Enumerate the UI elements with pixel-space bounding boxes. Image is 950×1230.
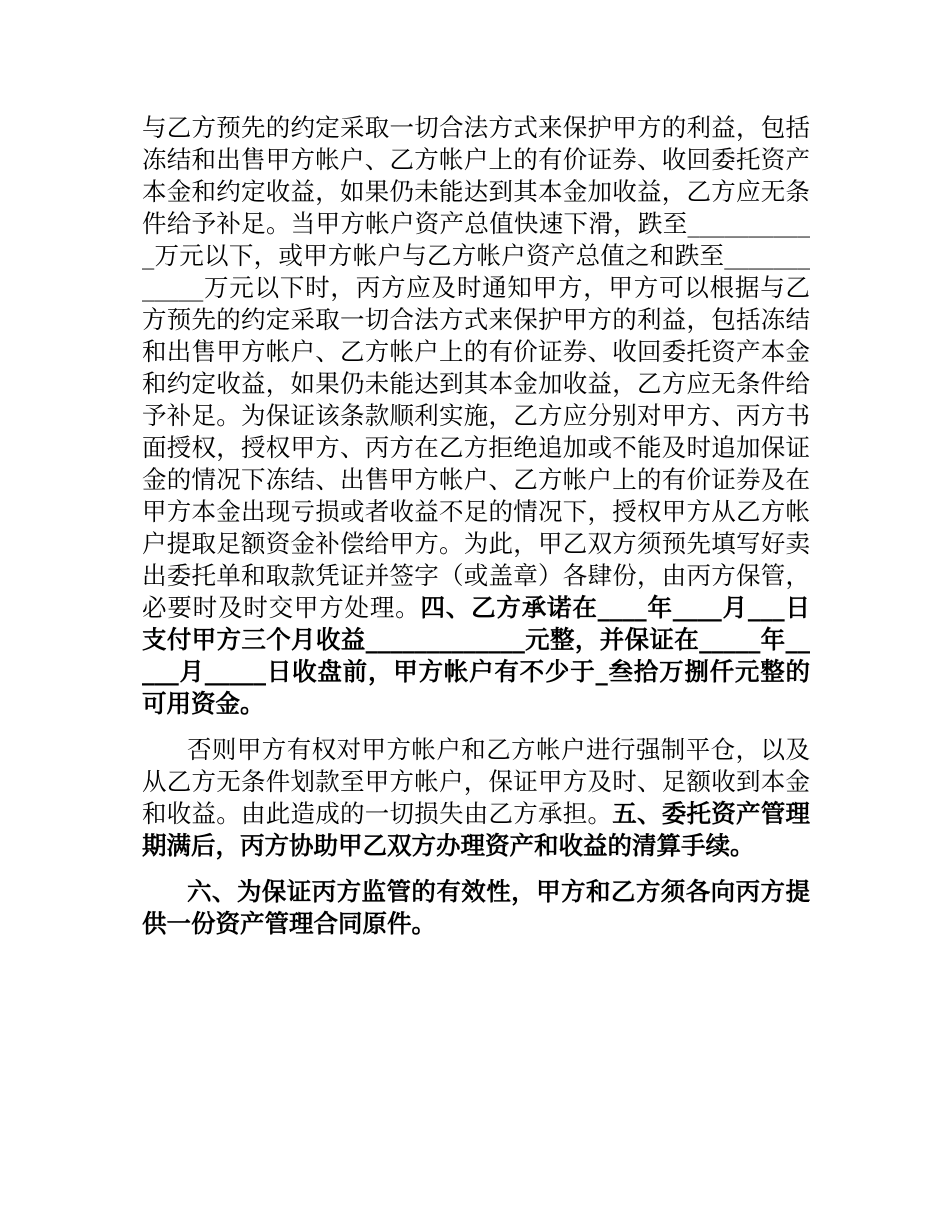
clause-five: 五、委托资产管理期满后，丙方协助甲乙双方办理资产和收益的清算手续。 <box>142 799 810 860</box>
paragraph-forced-liquidation <box>142 734 810 862</box>
paragraph-text: 否则甲方有权对甲方帐户和乙方帐户进行强制平仓，以及从乙方无条件划款至甲方帐户，保证甲方及时、足额收到本金和收益。由此造成的一切损失由乙方承担。 <box>142 735 810 828</box>
paragraph-risk-control <box>142 112 810 720</box>
paragraph-text: 与乙方预先的约定采取一切合法方式来保护甲方的利益，包括冻结和出售甲方帐户、乙方帐户上的有价证券、收回委托资产本金和约定收益，如果仍未能达到其本金加收益，乙方应无条件给予补足。当甲方帐户资产总值快速下滑，跌至___________万元以下，或甲方帐户与乙方帐户资产总值之和跌至____________万元以下时，丙方应及时通知甲方，甲方可以根据与乙方预先的约定采取一切合法方式来保护甲方的利益，包括冻结和出售甲方帐户、乙方帐户上的有价证券、收回委托资产本金和约定收益，如果仍未能达到其本金加收益，乙方应无条件给予补足。为保证该条款顺利实施，乙方应分别对甲方、丙方书面授权，授权甲方、丙方在乙方拒绝追加或不能及时追加保证金的情况下冻结、出售甲方帐户、乙方帐户上的有价证券及在甲方本金出现亏损或者收益不足的情况下，授权甲方从乙方帐户提取足额资金补偿给甲方。为此，甲乙双方须预先填写好卖出委托单和取款凭证并签字（或盖章）各肆份，由丙方保管，必要时及时交甲方处理。 <box>142 113 810 622</box>
clause-six: 六、为保证丙方监管的有效性，甲方和乙方须各向丙方提供一份资产管理合同原件。 <box>142 877 810 938</box>
clause-four: 四、乙方承诺在____年____月___日支付甲方三个月收益_____________元整，并保证在_____年_____月_____日收盘前，甲方帐户有不少于_叁拾万捌仟元整的可用资金。 <box>142 593 811 718</box>
document-page <box>142 112 810 940</box>
paragraph-clause-six <box>142 876 810 940</box>
